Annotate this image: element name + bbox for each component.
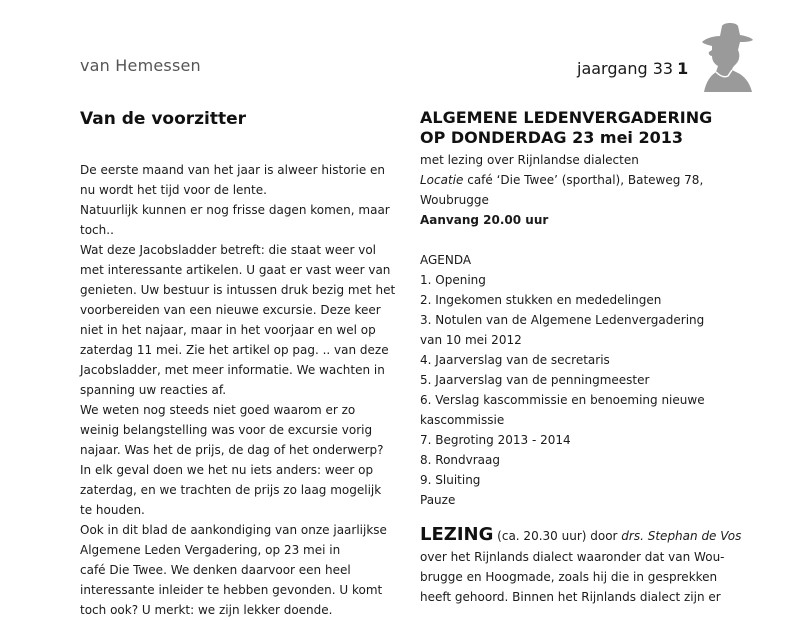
page-number: 1 <box>677 59 689 78</box>
agenda-item: 8. Rondvraag <box>420 453 500 467</box>
article-text-line: zaterdag 11 mei. Zie het artikel op pag. .. van deze <box>80 343 389 357</box>
article-text-line: De eerste maand van het jaar is alweer historie en <box>80 163 386 177</box>
lecture-text-line: over het Rijnlands dialect waaronder dat van Wou- <box>420 550 725 564</box>
location-city: Woubrugge <box>420 193 489 207</box>
speaker-name: Stephan de Vos <box>643 529 742 543</box>
start-time: Aanvang 20.00 uur <box>420 213 549 227</box>
agenda-item: van 10 mei 2012 <box>420 333 522 347</box>
agenda-item: kascommissie <box>420 413 505 427</box>
agenda-item: 9. Sluiting <box>420 473 481 487</box>
article-text-line: café Die Twee. We denken daarvoor een heel <box>80 563 351 577</box>
announcement-subtitle: met lezing over Rijnlandse dialecten <box>420 153 639 167</box>
article-text-line: zaterdag, en we trachten de prijs zo laag mogelijk <box>80 483 382 497</box>
article-text-line: Jacobsladder, met meer informatie. We wachten in <box>80 363 385 377</box>
article-text-line: weinig belangstelling was voor de excursie vorig <box>80 423 373 437</box>
volume-indicator <box>577 59 688 78</box>
chairman-article-body <box>80 160 396 620</box>
article-text-line: nu wordt het tijd voor de lente. <box>80 183 267 197</box>
agenda-list <box>420 270 740 510</box>
article-text-line: Natuurlijk kunnen er nog frisse dagen komen, maar <box>80 203 390 217</box>
lecture-intro <box>420 524 740 547</box>
article-text-line: In elk geval doen we het nu iets anders: weer op <box>80 463 374 477</box>
lecture-text-line: brugge en Hoogmade, zoals hij die in gesprekken <box>420 570 718 584</box>
man-with-hat-silhouette-icon <box>694 20 754 92</box>
agenda-item: Pauze <box>420 493 456 507</box>
agenda-item: 1. Opening <box>420 273 486 287</box>
speaker-title: drs. <box>621 529 644 543</box>
article-text-line: Algemene Leden Vergadering, op 23 mei in <box>80 543 341 557</box>
article-text-line: te houden. <box>80 503 145 517</box>
lecture-heading: LEZING <box>420 524 494 545</box>
article-text-line: Ook in dit blad de aankondiging van onze jaarlijkse <box>80 523 387 537</box>
announcement-details <box>420 150 740 510</box>
article-text-line: najaar. Was het de prijs, de dag of het onderwerp? <box>80 443 384 457</box>
article-text-line: genieten. Uw bestuur is intussen druk bezig met het <box>80 283 396 297</box>
article-text-line: We weten nog steeds niet goed waarom er zo <box>80 403 356 417</box>
agenda-item: 6. Verslag kascommissie en benoeming nieuwe <box>420 393 705 407</box>
volume-label: jaargang 33 <box>577 59 674 78</box>
chairman-article <box>80 108 396 620</box>
lecture-text-line: heeft gehoord. Binnen het Rijnlands dialect zijn er <box>420 590 721 604</box>
agenda-item: 5. Jaarverslag van de penningmeester <box>420 373 650 387</box>
lecture-body <box>420 547 740 607</box>
article-text-line: interessante inleider te hebben gevonden. U komt <box>80 583 383 597</box>
agenda-item: 4. Jaarverslag van de secretaris <box>420 353 610 367</box>
announcement-title-line1: ALGEMENE LEDENVERGADERING <box>420 108 713 127</box>
article-text-line: Wat deze Jacobsladder betreft: die staat weer vol <box>80 243 376 257</box>
article-text-line: toch ook? U merkt: we zijn lekker doende. <box>80 603 333 617</box>
location-line <box>420 170 740 190</box>
agenda-item: 3. Notulen van de Algemene Ledenvergadering <box>420 313 705 327</box>
location-label: Locatie <box>420 173 464 187</box>
announcement-title-line2: OP DONDERDAG 23 mei 2013 <box>420 128 684 147</box>
article-text-line: toch.. <box>80 223 114 237</box>
agenda-item: 7. Begroting 2013 - 2014 <box>420 433 571 447</box>
agenda-heading: AGENDA <box>420 253 472 267</box>
article-text-line: voorbereiden van een nieuwe excursie. Deze keer <box>80 303 381 317</box>
lecture-time: (ca. 20.30 uur) door <box>493 529 622 543</box>
location-text: café ‘Die Twee’ (sporthal), Bateweg 78, <box>463 173 704 187</box>
chairman-article-title: Van de voorzitter <box>80 109 247 129</box>
magazine-section-title: van Hemessen <box>80 56 201 75</box>
article-text-line: niet in het najaar, maar in het voorjaar en wel op <box>80 323 376 337</box>
meeting-announcement <box>420 108 740 607</box>
agenda-item: 2. Ingekomen stukken en mededelingen <box>420 293 662 307</box>
article-text-line: met interessante artikelen. U gaat er vast weer van <box>80 263 391 277</box>
article-text-line: spanning uw reacties af. <box>80 383 227 397</box>
